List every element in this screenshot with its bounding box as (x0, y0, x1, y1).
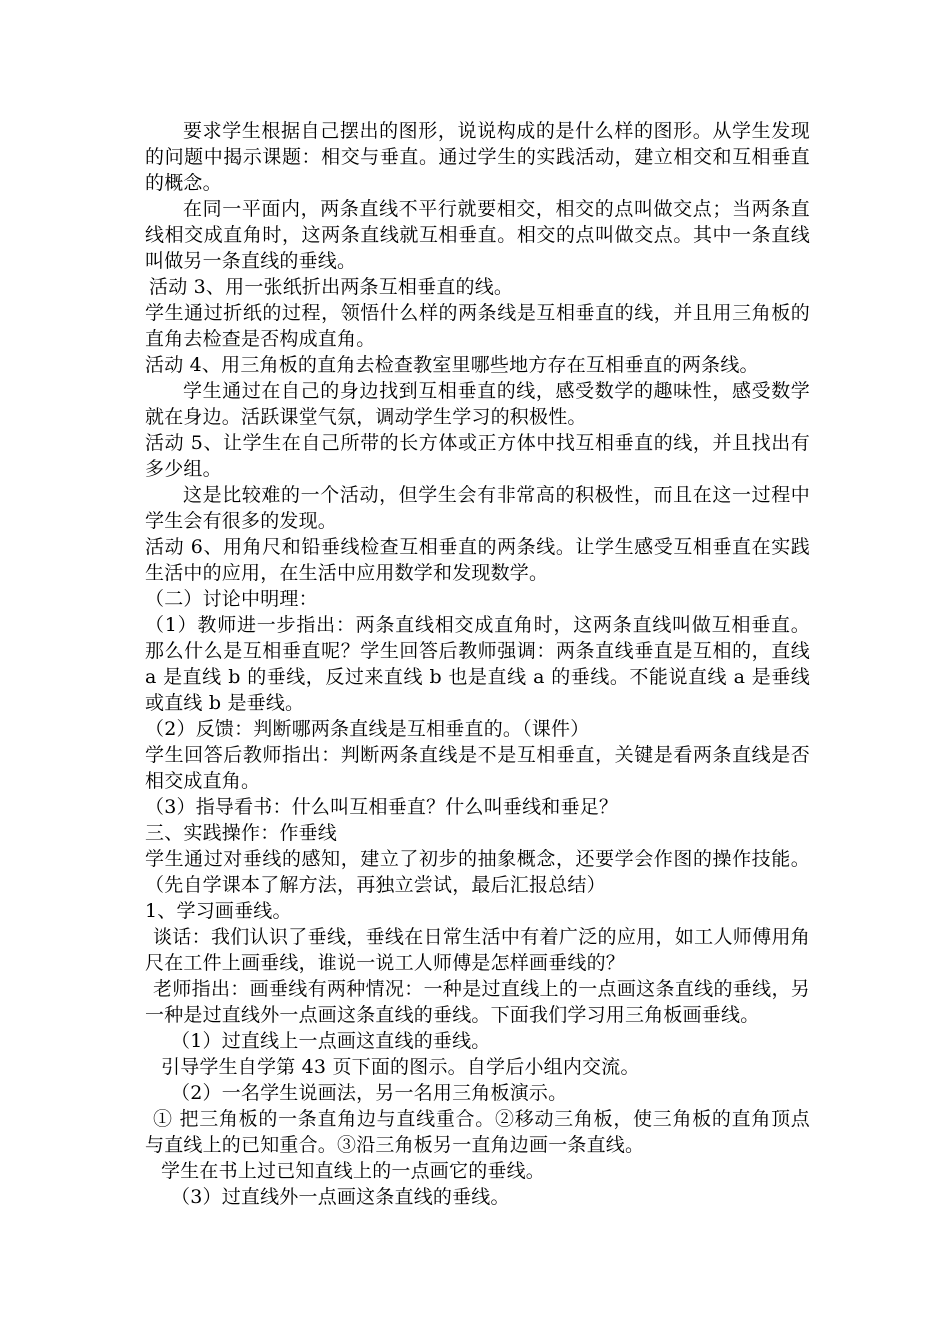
paragraph-item-1: （1）教师进一步指出：两条直线相交成直角时，这两条直线叫做互相垂直。那么什么是互相垂直呢？学生回答后教师强调：两条直线垂直是互相的，直线 a 是直线 b 的垂线，反过来直线 b 也是直线 a 的垂线。不能说直线 a 是垂线或直线 b 是垂线。 (145, 614, 810, 714)
paragraph-drawing-steps: ① 把三角板的一条直角边与直线重合。②移动三角板，使三角板的直角顶点与直线上的已知重合。③沿三角板另一直角边画一条直线。 (145, 1108, 810, 1156)
paragraph-step-2: （2）一名学生说画法，另一名用三角板演示。 (171, 1082, 568, 1104)
paragraph-activity-5: 活动 5、让学生在自己所带的长方体或正方体中找互相垂直的线，并且找出有多少组。 (145, 432, 810, 480)
paragraph-difficult-activity: 这是比较难的一个活动，但学生会有非常高的积极性，而且在这一过程中学生会有很多的发现。 (145, 484, 810, 532)
paragraph-item-2: （2）反馈：判断哪两条直线是互相垂直的。（课件） (145, 718, 590, 740)
paragraph-activity-3: 活动 3、用一张纸折出两条互相垂直的线。 (149, 276, 514, 298)
paragraph-learn-drawing: 1、学习画垂线。 (145, 900, 292, 922)
section-heading-discussion: （二）讨论中明理： (145, 588, 318, 610)
paragraph-activity-4: 活动 4、用三角板的直角去检查教室里哪些地方存在互相垂直的两条线。 (145, 354, 759, 376)
paragraph-draw-in-book: 学生在书上过已知直线上的一点画它的垂线。 (161, 1160, 546, 1182)
paragraph-intro: 要求学生根据自己摆出的图形，说说构成的是什么样的图形。从学生发现的问题中揭示课题：相交与垂直。通过学生的实践活动，建立相交和互相垂直的概念。 (145, 120, 810, 194)
paragraph-find-perpendicular: 学生通过在自己的身边找到互相垂直的线，感受数学的趣味性，感受数学就在身边。活跃课堂气氛，调动学生学习的积极性。 (145, 380, 810, 428)
paragraph-teacher-points: 学生回答后教师指出：判断两条直线是不是互相垂直，关键是看两条直线是否相交成直角。 (145, 744, 810, 792)
paragraph-item-3: （3）指导看书：什么叫互相垂直？什么叫垂线和垂足？ (145, 796, 619, 818)
paragraph-definition: 在同一平面内，两条直线不平行就要相交，相交的点叫做交点；当两条直线相交成直角时，这两条直线就互相垂直。相交的点叫做交点。其中一条直线叫做另一条直线的垂线。 (145, 198, 810, 272)
paragraph-self-study: 引导学生自学第 43 页下面的图示。自学后小组内交流。 (161, 1056, 640, 1078)
paragraph-teacher-explains: 老师指出：画垂线有两种情况：一种是过直线上的一点画这条直线的垂线，另一种是过直线外一点画这条直线的垂线。下面我们学习用三角板画垂线。 (145, 978, 810, 1026)
paragraph-folding: 学生通过折纸的过程，领悟什么样的两条线是互相垂直的线，并且用三角板的直角去检查是否构成直角。 (145, 302, 810, 350)
paragraph-step-3: （3）过直线外一点画这条直线的垂线。 (171, 1186, 510, 1208)
paragraph-step-1: （1）过直线上一点画这直线的垂线。 (171, 1030, 491, 1052)
section-heading-practice: 三、实践操作：作垂线 (145, 822, 338, 844)
paragraph-talk: 谈话：我们认识了垂线，垂线在日常生活中有着广泛的应用，如工人师傅用角尺在工件上画垂线，谁说一说工人师傅是怎样画垂线的？ (145, 926, 810, 974)
paragraph-activity-6: 活动 6、用角尺和铅垂线检查互相垂直的两条线。让学生感受互相垂直在实践生活中的应用，在生活中应用数学和发现数学。 (145, 536, 810, 584)
document-page (145, 118, 810, 1210)
paragraph-practice-intro: 学生通过对垂线的感知，建立了初步的抽象概念，还要学会作图的操作技能。（先自学课本了解方法，再独立尝试，最后汇报总结） (145, 848, 810, 896)
